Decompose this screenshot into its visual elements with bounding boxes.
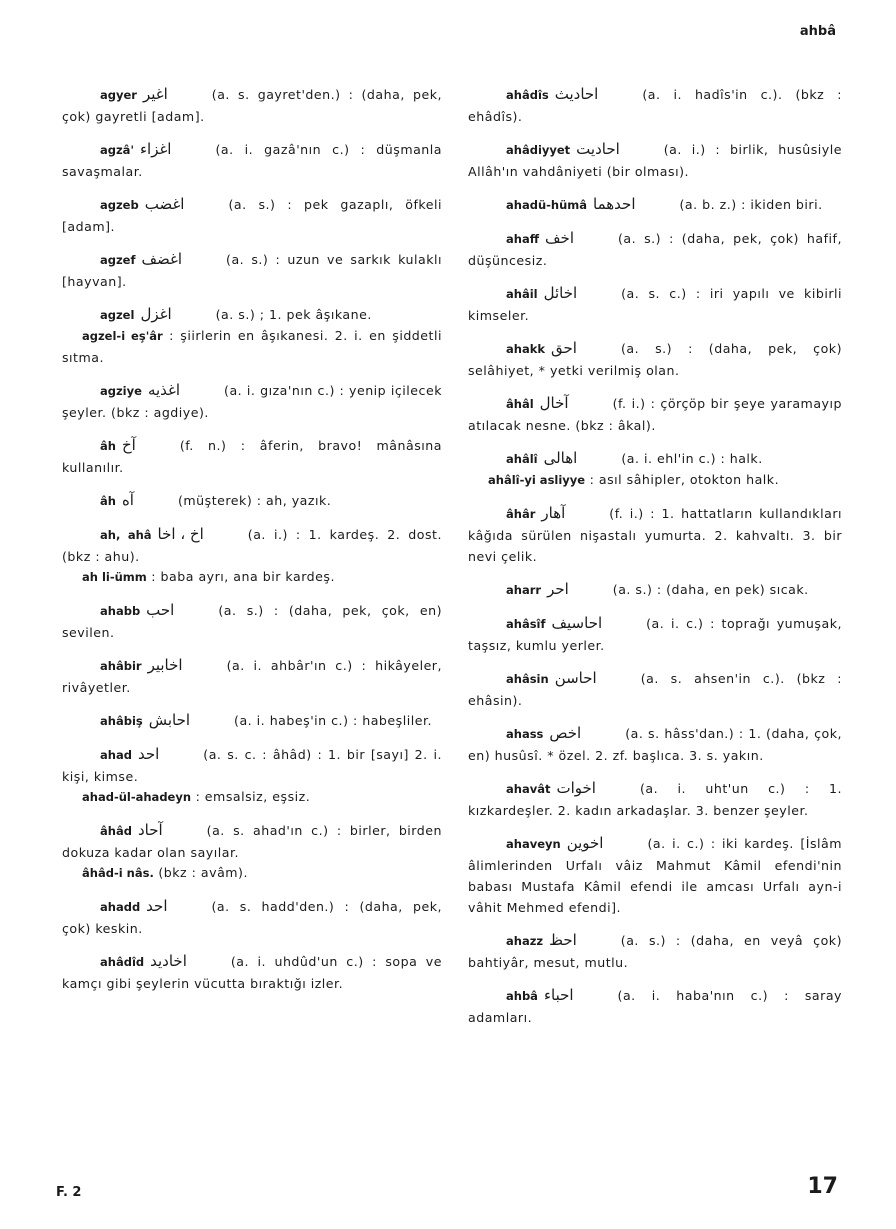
dictionary-entry [62,744,442,787]
definition: (a. i. gazâ'nın c.) : düşmanla savaşmalar. [62,142,442,179]
dictionary-entry [62,600,442,643]
headword: ahad-ül-ahadeyn [82,790,192,804]
headword: ahâdîd [100,955,145,969]
dictionary-entry [468,930,842,973]
arabic-script: اغزل [140,305,172,323]
headword: agzel-i eş'âr [82,329,163,343]
dictionary-entry [468,723,842,766]
arabic-script: اخابير [147,656,183,674]
definition: (a. i. habeş'in c.) : habeşliler. [234,713,432,728]
headword: ahavât [506,782,551,796]
arabic-script: آخ [121,436,136,454]
definition: (a. s.) ; 1. pek âşıkane. [215,307,372,322]
definition: (a. s.) : (daha, en veyâ çok) bahtiyâr, mesut, mutlu. [468,933,842,970]
arabic-script: آهار [541,504,566,522]
arabic-script: آخال [539,394,569,412]
headword: agyer [100,88,137,102]
definition: : emsalsiz, eşsiz. [195,789,311,804]
headword: agzel [100,308,135,322]
headword: ahâil [506,287,538,301]
arabic-script: احر [547,580,569,598]
definition: (f. i.) : çörçöp bir şeye yaramayıp atılacak nesne. (bkz : âkal). [468,396,842,433]
definition: (a. i. uht'un c.) : 1. kızkardeşler. 2. kadın arkadaşlar. 3. benzer şeyler. [468,781,842,818]
arabic-script: احدهما [593,195,636,213]
dictionary-entry [468,613,842,656]
sub-entry [62,862,442,884]
headword: ahâsin [506,672,549,686]
headword: âhâd-i nâs. [82,866,154,880]
dictionary-entry [468,985,842,1028]
dictionary-entry [468,84,842,127]
headword: ahaveyn [506,837,561,851]
definition: (a. s.) : pek gazaplı, öfkeli [adam]. [62,197,442,234]
headword: ahakk [506,342,546,356]
arabic-script: احب [146,601,175,619]
dictionary-entry [62,435,442,478]
dictionary-entry [62,820,442,863]
page-number: 17 [807,1174,838,1199]
definition: (a. i. c.) : toprağı yumuşak, taşsız, kumlu yerler. [468,616,842,653]
arabic-script: اغير [142,85,168,103]
definition: (a. s.) : uzun ve sarkık kulaklı [hayvan]. [62,252,442,289]
arabic-script: آحاد [137,821,163,839]
dictionary-entry [62,951,442,994]
definition: (a. s. ahsen'in c.). (bkz : ehâsin). [468,671,842,708]
arabic-script: اخائل [543,284,578,302]
headword: ahâdîs [506,88,549,102]
headword: ahâdiyyet [506,143,571,157]
definition: : asıl sâhipler, otokton halk. [589,472,780,487]
arabic-script: اهالى [543,449,578,467]
left-column [62,84,442,994]
arabic-script: اغضب [144,195,185,213]
definition: (a. s. gayret'den.) : (daha, pek, çok) gayretli [adam]. [62,87,442,124]
definition: (a. s.) : (daha, pek, çok) selâhiyet, * yetki verilmiş olan. [468,341,842,378]
dictionary-entry [468,228,842,271]
headword: âhâl [506,397,534,411]
dictionary-entry [468,283,842,326]
definition: (a. i. gıza'nın c.) : yenip içilecek şeyler. (bkz : agdiye). [62,383,442,420]
arabic-script: احد [146,897,168,915]
arabic-script: آه [121,491,134,509]
arabic-script: احق [551,339,577,357]
headword: agzef [100,253,136,267]
arabic-script: اخ ، اخا [157,525,204,543]
definition: (a. s.) : (daha, en pek) sıcak. [612,582,809,597]
definition: (a. i. haba'nın c.) : saray adamları. [468,988,842,1025]
arabic-script: احاسيف [551,614,603,632]
definition: (a. i.) : 1. kardeş. 2. dost. (bkz : ahu). [62,527,442,564]
dictionary-entry [468,448,842,470]
definition: : baba ayrı, ana bir kardeş. [151,569,335,584]
definition: (a. i. hadîs'in c.). (bkz : ehâdîs). [468,87,842,124]
headword: ahadd [100,900,141,914]
headword: âhâd [100,824,132,838]
dictionary-entry [468,778,842,821]
definition: (a. s. c.) : iri yapılı ve kibirli kimseler. [468,286,842,323]
definition: (a. s. hadd'den.) : (daha, pek, çok) keskin. [62,899,442,936]
arabic-script: احد [137,745,160,763]
dictionary-entry [62,490,442,512]
arabic-script: احابش [148,711,191,729]
headword: ahass [506,727,544,741]
definition: (a. s.) : (daha, pek, çok) hafif, düşüncesiz. [468,231,842,268]
dictionary-entry [468,338,842,381]
signature-mark: F. 2 [56,1185,82,1200]
headword: ahâbir [100,659,142,673]
dictionary-entry [468,503,842,567]
dictionary-entry [62,380,442,423]
headword: agzâ' [100,143,134,157]
right-column [468,84,842,1028]
definition: (a. i. c.) : iki kardeş. [İslâm âlimlerinden Urfalı vâiz Mahmut Kâmil efendi'nin babası Mustafa Kâmil efendi ile amcası Urfalı ayn-i vâhit Mehmed efendi]. [468,836,842,915]
headword: ahâbiş [100,714,143,728]
definition: (a. b. z.) : ikiden biri. [679,197,823,212]
headword: aharr [506,583,542,597]
definition: (a. s. c. : âhâd) : 1. bir [sayı] 2. i. kişi, kimse. [62,747,442,784]
dictionary-entry [468,139,842,182]
definition: (a. s. ahad'ın c.) : birler, birden dokuza kadar olan sayılar. [62,823,442,860]
headword: ahaff [506,232,540,246]
headword: agzeb [100,198,139,212]
arabic-script: اخف [545,229,574,247]
headword: ah li-ümm [82,570,147,584]
definition: (f. n.) : âferin, bravo! mânâsına kullanılır. [62,438,442,475]
arabic-script: احباء [543,986,574,1004]
headword: ah, ahâ [100,528,152,542]
dictionary-entry [62,139,442,182]
dictionary-entry [62,524,442,567]
dictionary-entry [62,655,442,698]
definition: (a. i.) : birlik, husûsiyle Allâh'ın vahdâniyeti (bir olması). [468,142,842,179]
dictionary-entry [62,710,442,732]
headword: ahâsîf [506,617,546,631]
dictionary-entry [62,84,442,127]
headword: âh [100,494,116,508]
definition: (bkz : avâm). [158,865,248,880]
definition: : şiirlerin en âşıkanesi. 2. i. en şiddetli sıtma. [62,328,442,365]
arabic-script: احاسن [554,669,597,687]
headword: ahbâ [506,989,538,1003]
headword: agziye [100,384,142,398]
headword: ahazz [506,934,544,948]
headword: âhâr [506,507,536,521]
arabic-script: اخوين [566,834,604,852]
headword: ahâlî-yi asliyye [488,473,586,487]
arabic-script: احظ [549,931,577,949]
definition: (a. i. ehl'in c.) : halk. [621,451,763,466]
definition: (a. s.) : (daha, pek, çok, en) sevilen. [62,603,442,640]
dictionary-entry [468,668,842,711]
headword: ahabb [100,604,141,618]
arabic-script: اخوات [556,779,596,797]
dictionary-entry [468,194,842,216]
dictionary-entry [468,393,842,436]
headword: ahadü-hümâ [506,198,588,212]
arabic-script: احاديث [554,85,599,103]
sub-entry [62,566,442,588]
definition: (müşterek) : ah, yazık. [177,493,332,508]
definition: (a. i. ahbâr'ın c.) : hikâyeler, rivâyetler. [62,658,442,695]
arabic-script: اخاديد [150,952,187,970]
dictionary-entry [62,896,442,939]
sub-entry [62,786,442,808]
definition: (a. s. hâss'dan.) : 1. (daha, çok, en) husûsî. * özel. 2. zf. başlıca. 3. s. yakın. [468,726,842,763]
arabic-script: احاديت [576,140,620,158]
sub-entry [62,325,442,368]
definition: (a. i. uhdûd'un c.) : sopa ve kamçı gibi şeylerin vücutta bıraktığı izler. [62,954,442,991]
arabic-script: اغزاء [139,140,172,158]
arabic-script: اغضف [141,250,183,268]
headword: âh [100,439,116,453]
sub-entry [468,469,842,491]
dictionary-entry [468,579,842,601]
dictionary-entry [62,304,442,326]
headword: ahâlî [506,452,538,466]
arabic-script: اغذيه [147,381,181,399]
arabic-script: اخص [549,724,582,742]
headword: ahad [100,748,132,762]
dictionary-entry [62,249,442,292]
dictionary-entry [62,194,442,237]
definition: (f. i.) : 1. hattatların kullandıkları kâğıda sürülen nişastalı yumurta. 2. kahvaltı. 3. bir nevi çelik. [468,506,842,564]
dictionary-entry [468,833,842,918]
running-head: ahbâ [799,24,836,39]
